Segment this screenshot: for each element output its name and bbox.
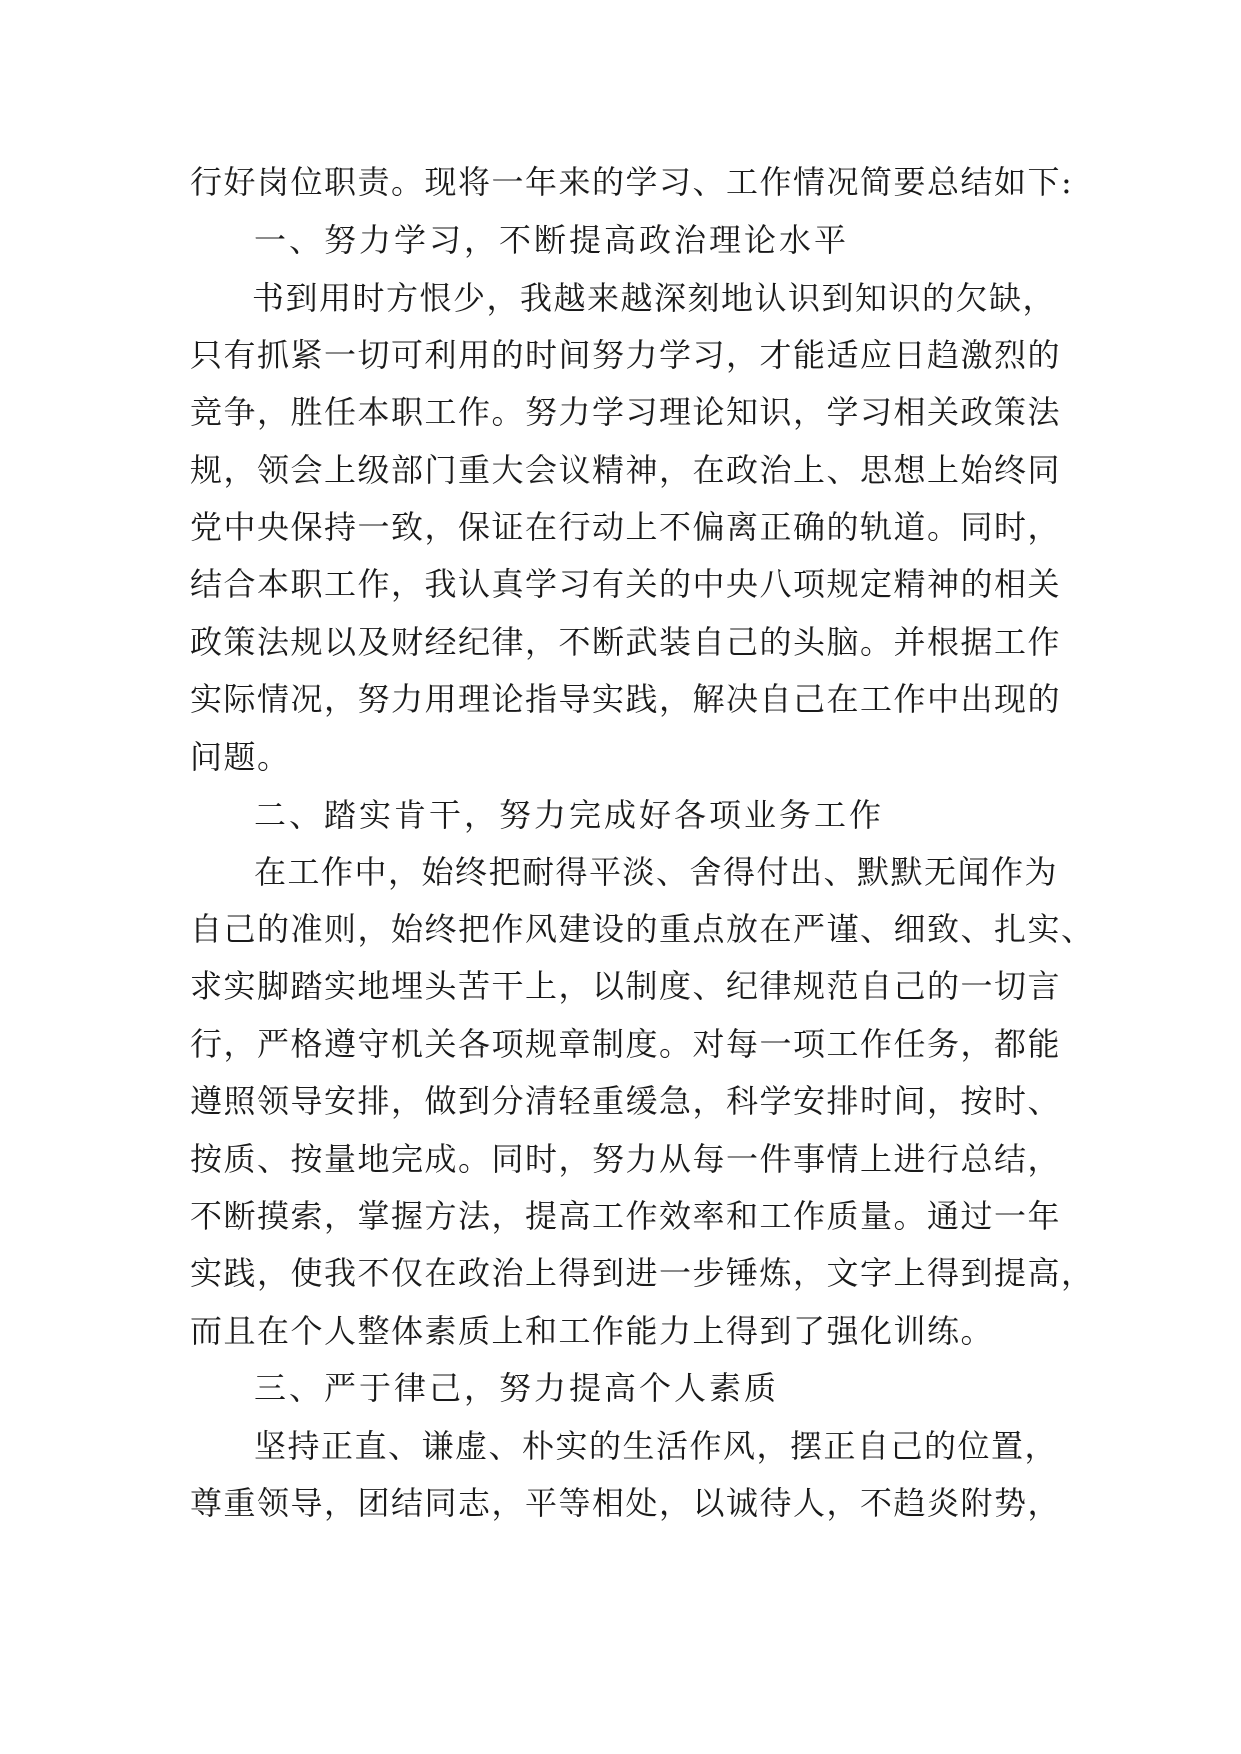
- body-line: 按质、按量地完成。同时，努力从每一件事情上进行总结，: [190, 1140, 1062, 1178]
- body-line: 而且在个人整体素质上和工作能力上得到了强化训练。: [190, 1312, 995, 1350]
- body-line: 不断摸索，掌握方法，提高工作效率和工作质量。通过一年: [190, 1197, 1062, 1235]
- body-line: 竞争，胜任本职工作。努力学习理论知识，学习相关政策法: [190, 393, 1062, 431]
- body-line: 求实脚踏实地埋头苦干上，以制度、纪律规范自己的一切言: [190, 967, 1062, 1005]
- body-line: 党中央保持一致，保证在行动上不偏离正确的轨道。同时，: [190, 508, 1062, 546]
- body-line: 行，严格遵守机关各项规章制度。对每一项工作任务，都能: [190, 1025, 1062, 1063]
- section-heading-1: 一、努力学习，不断提高政治理论水平: [254, 221, 850, 259]
- body-line: 实际情况，努力用理论指导实践，解决自己在工作中出现的: [190, 680, 1062, 718]
- paragraph-first-line: 在工作中，始终把耐得平淡、舍得付出、默默无闻作为: [254, 853, 1059, 891]
- body-line: 问题。: [190, 738, 291, 776]
- body-line: 自己的准则，始终把作风建设的重点放在严谨、细致、扎实、: [190, 910, 1095, 948]
- paragraph-first-line: 坚持正直、谦虚、朴实的生活作风，摆正自己的位置，: [254, 1427, 1059, 1465]
- body-line: 只有抓紧一切可利用的时间努力学习，才能适应日趋激烈的: [190, 336, 1062, 374]
- paragraph-first-line: 书到用时方恨少，我越来越深刻地认识到知识的欠缺，: [252, 279, 1057, 317]
- body-line: 政策法规以及财经纪律，不断武装自己的头脑。并根据工作: [190, 623, 1062, 661]
- body-line: 规，领会上级部门重大会议精神，在政治上、思想上始终同: [190, 451, 1062, 489]
- body-line: 结合本职工作，我认真学习有关的中央八项规定精神的相关: [190, 565, 1062, 603]
- body-line: 遵照领导安排，做到分清轻重缓急，科学安排时间，按时、: [190, 1082, 1062, 1120]
- body-line: 实践，使我不仅在政治上得到进一步锤炼，文字上得到提高，: [190, 1254, 1095, 1292]
- body-line: 行好岗位职责。现将一年来的学习、工作情况简要总结如下:: [190, 163, 1074, 201]
- body-line: 尊重领导，团结同志，平等相处，以诚待人，不趋炎附势，: [190, 1484, 1062, 1522]
- section-heading-3: 三、严于律己，努力提高个人素质: [254, 1369, 780, 1407]
- section-heading-2: 二、踏实肯干，努力完成好各项业务工作: [254, 796, 885, 834]
